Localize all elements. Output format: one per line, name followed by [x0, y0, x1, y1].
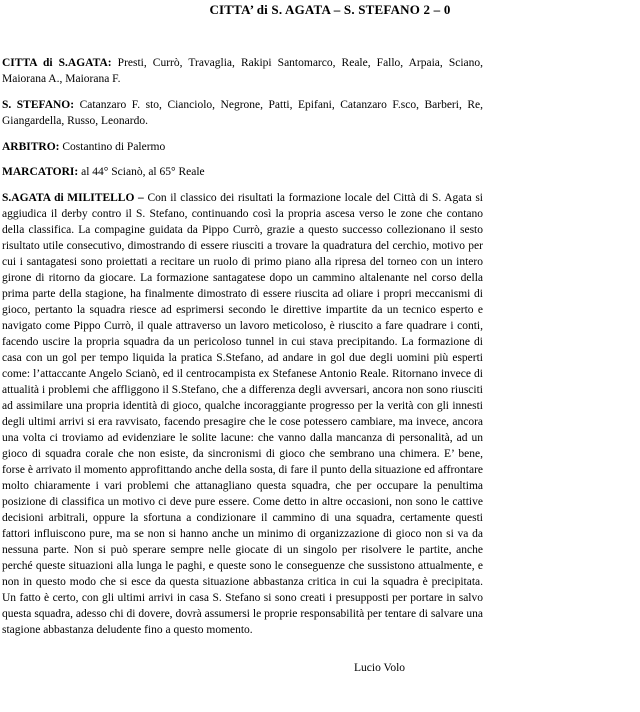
- referee-label: ARBITRO:: [2, 141, 60, 153]
- author-signature: Lucio Volo: [354, 662, 406, 674]
- away-lineup-label: S. STEFANO:: [2, 99, 75, 111]
- scorers-line: [2, 164, 483, 180]
- article-text: Con il classico dei risultati la formazione locale del Città di S. Agata si aggiudica il derby contro il S. Stefano, continuando così la propria ascesa verso le zone che contano della classifica. La compagine guidata da Pippo Currò, grazie a questo successo collezionano il sesto risultato utile consecutivo, dimostrando di essere riusciti a trovare la quadratura del cerchio, motivo per cui i santagatesi sono proiettati a recitare un ruolo di primo piano alla ripresa del torneo con un intero girone di ritorno da giocare. La formazione santagatese dopo un cammino altalenante nel corso della prima parte della stagione, ha finalmente dimostrato di essere riuscita ad oliare i propri meccanismi di gioco, pertanto la squadra riesce ad esprimersi secondo le direttive impartite da un tecnico esperto e navigato come Pippo Currò, il quale attraverso un lavoro meticoloso, è riuscito a fare quadrare i conti, facendo uscire la propria squadra da un pericoloso tunnel in cui stava precipitando. La formazione di casa con un gol per tempo liquida la pratica S.Stefano, ad andare in gol due degli uomini più esperti come: l’attaccante Angelo Scianò, ed il centrocampista ex Stefanese Antonio Reale. Ritornano invece di attualità i problemi che affliggono il S.Stefano, che a differenza degli avversari, ancora non sono riusciti ad assimilare una propria identità di gioco, qualche incoraggiante progresso per la verità con gli innesti degli ultimi arrivi si era ravvisato, facendo presagire che le cose potessero cambiare, ma invece, ancora una volta ci troviamo ad evidenziare le solite lacune: che vanno dalla mancanza di personalità, ad un gioco di squadra corale che non esiste, da sincronismi di gioco che sembrano una chimera. E’ bene, forse è arrivato il momento approfittando anche della sosta, di fare il punto della situazione ed affrontare molto chiaramente i vari problemi che attanagliano questa squadra, che per occupare la penultima posizione di classifica un motivo ci deve pure essere. Come detto in altre occasioni, non sono le cattive decisioni arbitrali, oppure la sfortuna a condizionare il cammino di una squadra, certamente questi fattori influiscono pure, ma se non si hanno anche un minimo di organizzazione di gioco non si va da nessuna parte. Non si può sperare sempre nelle giocate di un singolo per risolvere le partite, anche perché queste situazioni alla lunga le paghi, e queste sono le conseguenze che sussistono attualmente, e non in questo modo che si esce da questa situazione abbastanza critica in cui la squadra è precipitata. Un fatto è certo, con gli ultimi arrivi in casa S. Stefano si sono creati i presupposti per portare in salvo questa squadra, adesso chi di dovere, dovrà assumersi le proprie responsabilità per tentare di salvare una stagione abbastanza deludente fino a questo momento.: [2, 192, 484, 636]
- home-lineup-players: Presti, Currò, Travaglia, Rakipi Santomarco, Reale, Fallo, Arpaia, Sciano, Maiorana A., Maiorana F.: [2, 57, 484, 85]
- home-lineup-label: CITTA di S.AGATA:: [2, 57, 112, 69]
- scorers-label: MARCATORI:: [2, 166, 79, 178]
- article-body: [2, 190, 483, 638]
- referee-name: Costantino di Palermo: [62, 141, 166, 153]
- referee-line: [2, 139, 483, 155]
- article-dateline: S.AGATA di MILITELLO –: [2, 192, 144, 204]
- away-lineup-players: Catanzaro F. sto, Cianciolo, Negrone, Patti, Epifani, Catanzaro F.sco, Barberi, Re, Giangardella, Russo, Leonardo.: [2, 99, 483, 127]
- away-lineup: [2, 97, 483, 129]
- match-title: CITTA’ di S. AGATA – S. STEFANO 2 – 0: [209, 2, 451, 17]
- scorers-text: al 44° Scianò, al 65° Reale: [81, 166, 205, 178]
- home-lineup: [2, 55, 483, 87]
